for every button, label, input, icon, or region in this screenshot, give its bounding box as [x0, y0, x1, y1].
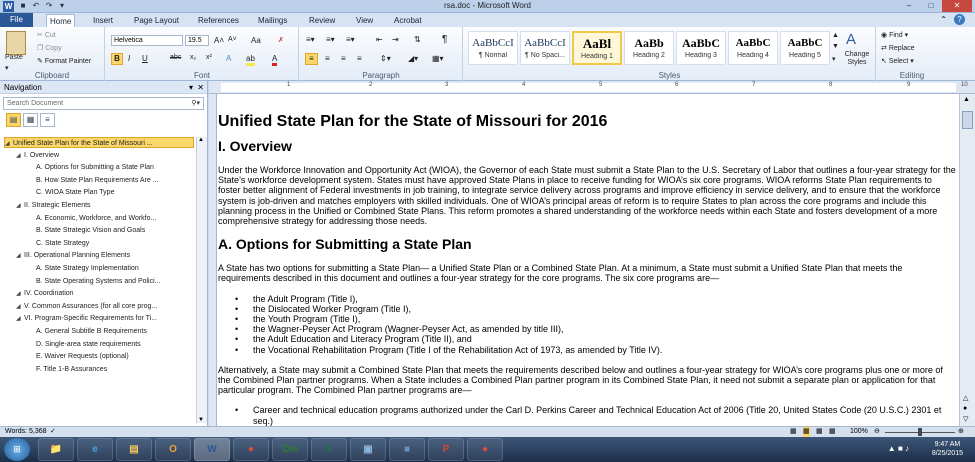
taskbar-dreamweaver-icon[interactable]: Dw [272, 438, 308, 461]
nav-heading-item[interactable] [28, 238, 194, 249]
style-name: Heading 5 [789, 52, 821, 59]
multilevel-list-icon[interactable]: ≡▾ [346, 35, 355, 44]
list-item[interactable]: • the Adult Education and Literacy Program (Title II), and [218, 334, 956, 344]
vertical-ruler [209, 94, 217, 426]
styles-scroll-up-icon[interactable]: ▲ [832, 32, 839, 39]
full-screen-icon[interactable]: ▦ [803, 428, 810, 435]
clipboard-group [0, 27, 105, 81]
nav-heading-item[interactable] [28, 225, 194, 236]
expand-triangle-icon[interactable]: ◢ [16, 316, 21, 323]
nav-heading-label: A. Economic, Workforce, and Workfo... [36, 214, 157, 222]
next-page-icon[interactable]: ▽ [963, 416, 969, 423]
find-button[interactable]: ◉ Find ▾ [881, 32, 909, 39]
style-heading-5[interactable] [780, 31, 830, 65]
copy-icon: ❐ [37, 45, 46, 52]
ruler-tick-label: 7 [752, 82, 756, 88]
nav-heading-label: B. State Operating Systems and Polici... [36, 277, 161, 285]
navigation-title: Navigation [4, 83, 42, 92]
style-sample: AaBbC [735, 37, 771, 49]
decrease-indent-icon[interactable]: ⇤ [376, 35, 383, 44]
zoom-in-icon[interactable]: ⊕ [958, 428, 964, 435]
format-painter-button[interactable]: ✎ Format Painter [37, 58, 92, 65]
minimize-button[interactable]: – [906, 1, 912, 10]
font-color-icon[interactable]: A [272, 54, 277, 66]
nav-heading-label: III. Operational Planning Elements [24, 252, 131, 260]
clear-formatting-icon[interactable]: ✗ [278, 37, 284, 44]
ruler-tick-label: 8 [829, 82, 833, 88]
style-no-spacing[interactable] [520, 31, 570, 65]
paragraph-alternatively[interactable]: Alternatively, a State may submit a Combined State Plan that meets the requirements described below and outlines a four-year strategy for WIOA’s core programs plus one or more of the Combined Plan partner programs. When a State includes a Combined Plan partner program in its Combined State Plan, it need not submit a separate plan or application for that particular program. The Combined Plan partner programs are— [218, 364, 943, 396]
paragraph-label: Paragraph [362, 71, 400, 80]
editing-group [877, 27, 947, 81]
taskbar-windows-explorer-icon[interactable]: 📁 [38, 438, 74, 461]
nav-heading-item[interactable] [16, 313, 194, 324]
list-item[interactable]: • the Wagner-Peyser Act Program (Wagner-Peyser Act, as amended by title III), [218, 324, 956, 334]
nav-heading-item[interactable] [28, 326, 194, 337]
partner-programs-list [218, 405, 956, 425]
nav-heading-label: A. Options for Submitting a State Plan [36, 164, 154, 172]
system-tray[interactable]: ▲ ■ ♪ [887, 444, 909, 453]
style-sample: AaBl [582, 36, 612, 51]
style-heading-1[interactable] [572, 31, 622, 65]
expand-triangle-icon[interactable]: ◢ [5, 141, 10, 147]
outline-icon[interactable]: ▦ [829, 428, 836, 435]
nav-scrollbar[interactable] [196, 137, 207, 423]
heading-overview[interactable]: I. Overview [218, 138, 292, 154]
redo-icon[interactable]: ↷ [45, 1, 53, 10]
superscript-button[interactable]: x² [206, 54, 212, 61]
paste-icon[interactable] [6, 31, 26, 55]
nav-heading-item[interactable] [16, 200, 194, 211]
word-app-icon[interactable]: W [4, 2, 13, 11]
paragraph-group [300, 27, 463, 81]
zoom-level[interactable]: 100% [850, 428, 868, 435]
horizontal-ruler [209, 81, 975, 94]
text-effects-icon[interactable]: A [226, 54, 232, 63]
brush-icon: ✎ [37, 58, 45, 65]
list-item[interactable]: • the Youth Program (Title I), [218, 314, 956, 324]
paste-button[interactable]: Paste [5, 54, 23, 61]
taskbar-folder-icon[interactable]: ▤ [116, 438, 152, 461]
clock-time: 9:47 AM [934, 441, 961, 448]
results-view-icon[interactable]: ≡ [40, 113, 55, 127]
search-icon[interactable]: ⚲▾ [191, 100, 200, 107]
taskbar-excel-icon[interactable]: X [311, 438, 347, 461]
nav-heading-item[interactable] [28, 213, 194, 224]
styles-more-icon[interactable]: ▾ [832, 56, 836, 63]
binoculars-icon: ◉ [881, 32, 890, 39]
align-left-icon[interactable]: ≡ [305, 53, 318, 65]
cut-button[interactable]: ✂ Cut [37, 32, 56, 39]
ruler-tick-label: 5 [599, 82, 603, 88]
paste-dropdown-icon[interactable]: ▾ [5, 65, 9, 72]
style-sample: AaBbC [787, 37, 823, 49]
styles-label: Styles [658, 71, 681, 80]
style-normal[interactable] [468, 31, 518, 65]
nav-heading-label: E. Waiver Requests (optional) [36, 353, 129, 361]
nav-heading-label: Unified State Plan for the State of Missouri ... [13, 140, 153, 147]
style-sample: AaBbC [681, 36, 720, 50]
taskbar-powerpoint-icon[interactable]: P [428, 438, 464, 461]
line-spacing-icon[interactable]: ⇕▾ [380, 54, 391, 63]
nav-heading-label: II. Strategic Elements [24, 202, 91, 209]
document-body[interactable] [218, 112, 956, 426]
replace-icon: ⇄ [881, 45, 889, 52]
scissors-icon: ✂ [37, 32, 45, 39]
shading-icon[interactable]: ◢▾ [408, 54, 419, 63]
tab-review[interactable]: Review [309, 16, 336, 25]
title-bar [0, 0, 975, 13]
nav-heading-label: B. State Strategic Vision and Goals [36, 227, 146, 235]
ruler-track [221, 83, 956, 92]
increase-indent-icon[interactable]: ⇥ [392, 35, 399, 44]
clock-date: 8/25/2015 [931, 450, 963, 457]
search-placeholder: Search Document [7, 100, 64, 107]
underline-button[interactable]: U [142, 54, 148, 63]
nav-heading-label: I. Overview [24, 151, 60, 159]
expand-triangle-icon[interactable]: ◢ [16, 291, 21, 298]
style-sample: AaBb [634, 36, 664, 50]
nav-heading-item[interactable] [28, 175, 194, 186]
ruler-tick-label: 10 [961, 82, 968, 88]
ribbon-tabs [0, 13, 975, 27]
taskbar-internet-explorer-icon[interactable]: e [77, 438, 113, 461]
window-title: rsa.doc - Microsoft Word [444, 1, 531, 10]
style-name: Heading 4 [737, 52, 769, 59]
ruler-tick-label: 9 [907, 82, 911, 88]
nav-heading-item[interactable] [4, 137, 194, 148]
sort-icon[interactable]: ⇅ [414, 35, 421, 44]
nav-heading-item[interactable] [16, 150, 194, 161]
taskbar-photoshop-app-icon[interactable]: ■ [389, 438, 425, 461]
nav-heading-item[interactable] [16, 301, 194, 312]
print-layout-icon[interactable]: ▦ [790, 428, 797, 435]
nav-heading-item[interactable] [28, 162, 194, 173]
style-heading-3[interactable] [676, 31, 726, 65]
list-item[interactable]: • the Vocational Rehabilitation Program (Title I of the Rehabilitation Act of 1973, as amended by Title IV). [218, 345, 956, 355]
cursor-icon: ↖ [881, 58, 889, 65]
show-formatting-button[interactable]: ¶ [442, 34, 448, 45]
scroll-thumb[interactable] [962, 111, 973, 129]
customize-qat-icon[interactable]: ▾ [59, 1, 64, 10]
document-scrollbar[interactable] [959, 94, 975, 426]
tab-home[interactable]: Home [46, 14, 75, 27]
font-size-select[interactable]: 19.5 [185, 35, 209, 46]
shrink-font-button[interactable]: A˅ [228, 36, 237, 43]
bold-button[interactable]: B [111, 53, 123, 65]
minimize-ribbon-icon[interactable]: ⌃ [940, 15, 947, 24]
nav-heading-item[interactable] [28, 263, 194, 274]
nav-heading-label: VI. Program-Specific Requirements for Ti... [24, 315, 158, 323]
nav-heading-label: C. State Strategy [36, 239, 90, 247]
ruler-tick-label: 6 [675, 82, 679, 88]
style-name: ¶ Normal [478, 52, 508, 59]
strikethrough-button[interactable]: abc [170, 54, 182, 61]
font-label: Font [193, 71, 210, 80]
style-heading-2[interactable] [624, 31, 674, 65]
paragraph-overview[interactable]: Under the Workforce Innovation and Opportunity Act (WIOA), the Governor of each State must submit a State Plan to the U.S. Secretary of Labor that outlines a four-year strategy for the State’s workforce development system. States must have approved State Plans in place to receive funding for WIOA’s six core programs. WIOA reforms State Plan requirements to foster better alignment of Federal investments in job training, to integrate service delivery across programs and improve efficiency in service delivery, and to ensure that the workforce system is job-driven and matches employers with skilled individuals. One of WIOA’s principal areas of reform is to require States to plan across the core programs and include this planning process in the Unified or Combined State Plans. This reform promotes a shared understanding of the workforce needs within each State and fosters development of a more comprehensive strategy for addressing those needs. [218, 165, 956, 227]
font-name-select[interactable]: Helvetica [111, 35, 183, 46]
list-item[interactable]: • the Dislocated Worker Program (Title I), [218, 304, 956, 314]
tab-view[interactable]: View [356, 16, 374, 25]
proofing-icon[interactable]: ✓ [50, 428, 56, 435]
core-programs-list [218, 294, 956, 355]
tab-acrobat[interactable]: Acrobat [394, 16, 422, 25]
styles-group [464, 27, 876, 81]
nav-heading-item[interactable] [16, 288, 194, 299]
change-styles-button[interactable]: Change Styles [844, 51, 870, 66]
nav-heading-item[interactable] [28, 364, 194, 375]
style-name: Heading 2 [633, 52, 665, 59]
list-item[interactable]: • the Adult Program (Title I), [218, 294, 956, 304]
editing-label: Editing [899, 71, 925, 80]
bullets-icon[interactable]: ≡▾ [306, 35, 315, 44]
italic-button[interactable]: I [128, 54, 131, 63]
grow-font-button[interactable]: A˄ [214, 36, 225, 45]
status-bar [0, 426, 975, 437]
paragraph-options[interactable]: A State has two options for submitting a State Plan— a Unified State Plan or a Combined State Plan. At a minimum, a State must submit a Unified State Plan that meets the requirements described in this document and outlines a four-year strategy for the core programs. The six core programs are— [218, 263, 903, 284]
numbering-icon[interactable]: ≡▾ [326, 35, 335, 44]
tab-file[interactable]: File [0, 13, 33, 27]
ruler-tick-label: 4 [522, 82, 526, 88]
font-group [106, 27, 299, 81]
start-button[interactable]: ⊞ [4, 438, 30, 461]
document-page[interactable] [217, 94, 959, 426]
tab-mailings[interactable]: Mailings [258, 16, 288, 25]
maximize-button[interactable]: □ [928, 1, 934, 10]
help-icon[interactable]: ? [954, 14, 965, 25]
list-item[interactable]: • Career and technical education programs authorized under the Carl D. Perkins Career and Technical Education Act of 2006 (Title 20, United States Code (20 U.S.C.) 2301 et seq.) [218, 405, 956, 425]
nav-heading-label: IV. Coordination [24, 290, 74, 298]
previous-page-icon[interactable]: △ [963, 395, 969, 402]
nav-heading-label: D. Single-area state requirements [36, 340, 141, 348]
pages-view-icon[interactable]: ▦ [23, 113, 38, 127]
select-button[interactable]: ↖ Select ▾ [881, 58, 914, 65]
nav-heading-item[interactable] [28, 351, 194, 362]
scroll-up-icon[interactable]: ▲ [198, 137, 204, 143]
browse-object-icon[interactable]: ● [963, 405, 968, 412]
save-icon[interactable]: ■ [20, 1, 26, 10]
replace-button[interactable]: ⇄ Replace [881, 45, 915, 52]
tab-references[interactable]: References [198, 16, 239, 25]
style-name: Heading 3 [685, 52, 717, 59]
taskbar [0, 437, 975, 462]
expand-triangle-icon[interactable]: ◢ [16, 253, 21, 260]
taskbar-outlook-icon[interactable]: O [155, 438, 191, 461]
heading-options[interactable]: A. Options for Submitting a State Plan [218, 236, 472, 253]
search-input[interactable] [3, 97, 204, 110]
align-right-icon[interactable]: ≡ [341, 54, 346, 63]
zoom-slider-thumb[interactable] [918, 428, 922, 436]
scroll-up-icon[interactable]: ▲ [963, 96, 970, 103]
expand-triangle-icon[interactable]: ◢ [16, 203, 21, 209]
align-center-icon[interactable]: ≡ [325, 54, 330, 63]
document-title[interactable]: Unified State Plan for the State of Missouri for 2016 [218, 113, 608, 130]
web-layout-icon[interactable]: ▦ [816, 428, 823, 435]
navigation-pane [0, 81, 208, 426]
expand-triangle-icon[interactable]: ◢ [16, 152, 21, 159]
zoom-out-icon[interactable]: ⊖ [874, 428, 880, 435]
nav-view-tabs [0, 113, 207, 129]
tab-page-layout[interactable]: Page Layout [134, 16, 179, 25]
change-styles-icon[interactable]: A [846, 31, 857, 48]
heading-tree [4, 137, 194, 423]
nav-heading-label: V. Common Assurances (for all core prog... [24, 302, 158, 310]
taskbar-word-icon[interactable]: W [194, 438, 230, 461]
close-button[interactable]: ✕ [942, 0, 972, 12]
nav-heading-label: B. How State Plan Requirements Are ... [36, 176, 159, 184]
ruler-tick-label: 3 [445, 82, 449, 88]
nav-heading-item[interactable] [28, 339, 194, 350]
ribbon [0, 27, 975, 81]
change-case-button[interactable]: Aa [251, 36, 261, 45]
style-sample: AaBbCcI [524, 37, 566, 49]
headings-view-icon[interactable]: ▤ [6, 113, 21, 127]
taskbar-network-icon[interactable]: ▣ [350, 438, 386, 461]
nav-heading-label: F. Title 1-B Assurances [36, 365, 108, 373]
tab-insert[interactable]: Insert [93, 16, 114, 25]
nav-options-icon[interactable]: ▾ [188, 83, 193, 92]
ruler-tick-label: 2 [369, 82, 373, 88]
nav-heading-label: A. State Strategy Implementation [36, 265, 139, 272]
word-count[interactable]: Words: 5,368 [5, 428, 47, 435]
subscript-button[interactable]: x₂ [190, 54, 197, 61]
copy-button[interactable]: ❐ Copy [37, 45, 62, 52]
nav-heading-item[interactable] [28, 187, 194, 198]
close-icon[interactable]: ✕ [197, 83, 204, 92]
clipboard-label: Clipboard [34, 71, 70, 80]
ruler-tick-label: 1 [287, 82, 291, 88]
clock[interactable] [932, 440, 963, 458]
taskbar-chrome-2-icon[interactable]: ● [467, 438, 503, 461]
style-heading-4[interactable] [728, 31, 778, 65]
style-name: ¶ No Spaci... [525, 52, 565, 59]
taskbar-chrome-icon[interactable]: ● [233, 438, 269, 461]
style-sample: AaBbCcI [472, 37, 514, 49]
expand-triangle-icon[interactable]: ◢ [16, 303, 21, 310]
borders-icon[interactable]: ▦▾ [432, 54, 444, 63]
nav-heading-label: A. General Subtitle B Requirements [36, 328, 147, 335]
style-name: Heading 1 [581, 53, 613, 60]
nav-heading-item[interactable] [16, 250, 194, 261]
navigation-header [0, 81, 207, 94]
highlight-icon[interactable]: ab [246, 54, 255, 66]
justify-icon[interactable]: ≡ [357, 54, 362, 63]
nav-heading-label: C. WIOA State Plan Type [36, 189, 115, 197]
nav-heading-item[interactable] [28, 276, 194, 287]
scroll-down-icon[interactable]: ▼ [198, 417, 204, 423]
undo-icon[interactable]: ↶ [32, 1, 40, 10]
styles-scroll-down-icon[interactable]: ▼ [832, 43, 839, 50]
